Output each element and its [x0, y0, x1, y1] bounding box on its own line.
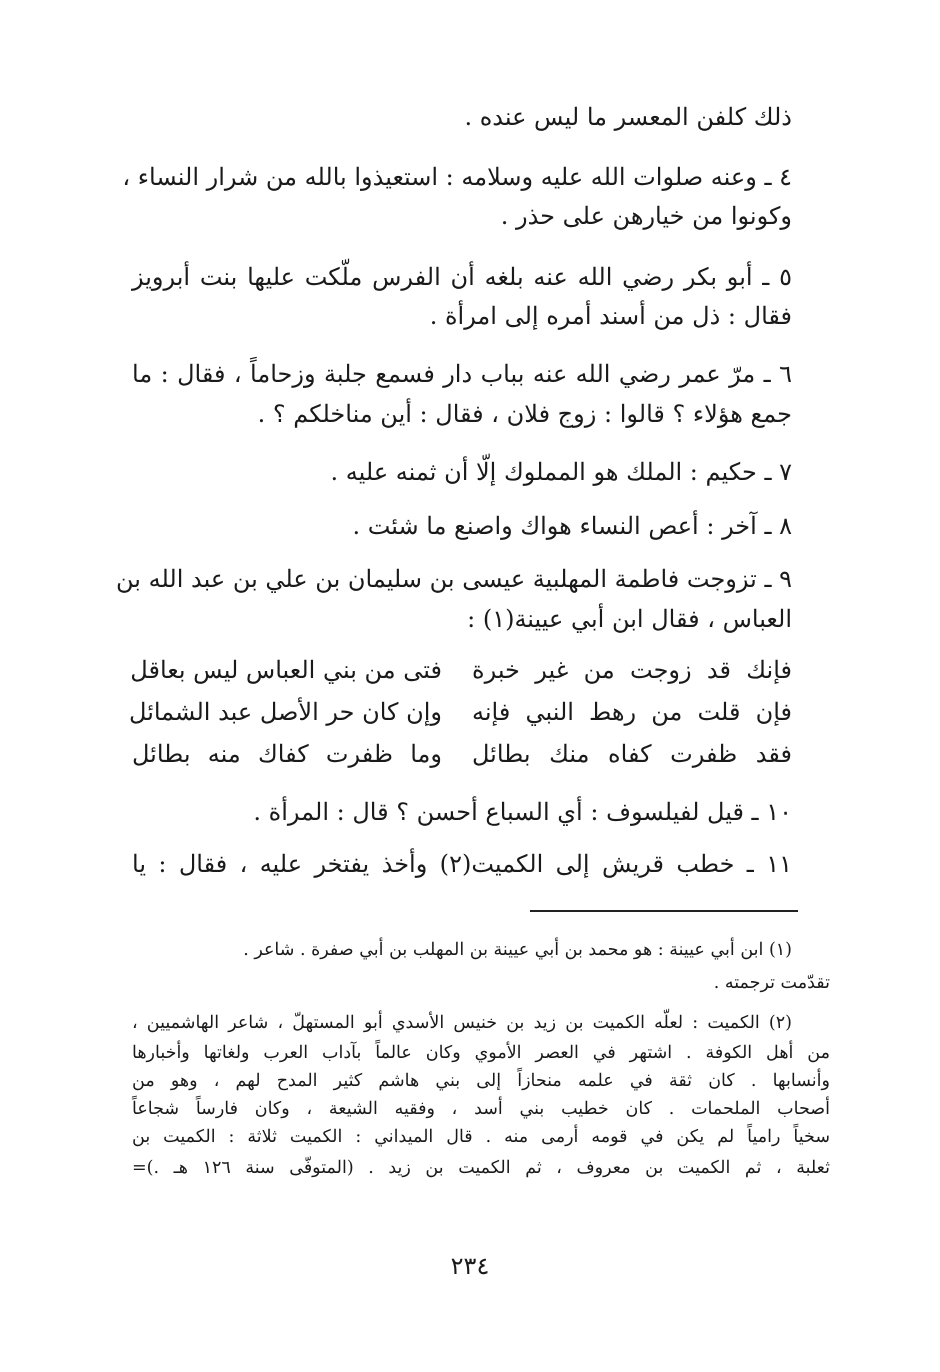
footnote-line: سخياً رامياً لم يكن في قومه أرمى منه . قال الميداني : الكميت ثلاثة : الكميت بن [132, 1127, 830, 1147]
footnote-line: (٢) الكميت : لعلّه الكميت بن زيد بن خنيس الأسدي أبو المستهلّ ، شاعر الهاشميين ، [132, 1013, 792, 1033]
verse-first-hemistich: فإن قلت من رهط النبي فإنه [472, 698, 792, 726]
verse [129, 698, 792, 732]
text-line: ٦ ـ مرّ عمر رضي الله عنه بباب دار فسمع جلبة وزحاماً ، فقال : ما [132, 360, 793, 388]
text-line: فقال : ذل من أسند أمره إلى امرأة . [429, 302, 792, 330]
text-line: ذلك كلفن المعسر ما ليس عنده . [464, 103, 792, 131]
footnote-line: من أهل الكوفة . اشتهر في العصر الأموي وكان عالماً بآداب العرب ولغاتها وأخبارها [132, 1043, 830, 1063]
text-line: العباس ، فقال ابن أبي عيينة(١) : [467, 605, 792, 633]
footnote-line: تقدّمت ترجمته . [713, 973, 830, 993]
verse-first-hemistich: فإنك قد زوجت من غير خبرة [472, 656, 792, 684]
text-line: ٧ ـ حكيم : الملك هو المملوك إلّا أن ثمنه عليه . [330, 458, 792, 486]
footnote-divider [530, 910, 798, 912]
text-line: ١١ ـ خطب قريش إلى الكميت(٢) وأخذ يفتخر عليه ، فقال : يا [132, 850, 792, 878]
text-line: ٨ ـ آخر : أعص النساء هواك واصنع ما شئت . [352, 512, 792, 540]
text-line: جمع هؤلاء ؟ قالوا : زوج فلان ، فقال : أين مناخلكم ؟ . [257, 400, 792, 428]
verse-second-hemistich: فتى من بني العباس ليس بعاقل [130, 656, 442, 684]
text-line: ١٠ ـ قيل لفيلسوف : أي السباع أحسن ؟ قال : المرأة . [253, 798, 792, 826]
text-line: ٩ ـ تزوجت فاطمة المهلبية عيسى بن سليمان بن علي بن عبد الله بن [116, 565, 792, 593]
footnote-line: ثعلبة ، ثم الكميت بن معروف ، ثم الكميت بن زيد . (المتوفّى سنة ١٢٦ هـ .)= [132, 1158, 830, 1178]
verse [132, 740, 792, 774]
footnote-line: (١) ابن أبي عيينة : هو محمد بن أبي عيينة بن المهلب بن أبي صفرة . شاعر . [243, 940, 792, 960]
text-line: ٥ ـ أبو بكر رضي الله عنه بلغه أن الفرس ملّكت عليها بنت أبرويز [132, 263, 792, 291]
verse-second-hemistich: وما ظفرت كفاك منه بطائل [132, 740, 442, 768]
page-number: ٢٣٤ [450, 1252, 490, 1280]
footnote-line: وأنسابها . كان ثقة في علمه منحازاً إلى بني هاشم كثير المدح لهم ، وهو من [132, 1071, 830, 1091]
verse [132, 656, 792, 690]
verse-first-hemistich: فقد ظفرت كفاه منك بطائل [472, 740, 792, 768]
text-line: ٤ ـ وعنه صلوات الله عليه وسلامه : استعيذوا بالله من شرار النساء ، [122, 163, 792, 191]
verse-second-hemistich: وإن كان حر الأصل عبد الشمائل [129, 698, 442, 726]
text-line: وكونوا من خيارهن على حذر . [500, 202, 792, 230]
footnote-line: أصحاب الملحمات . كان خطيب بني أسد ، وفقيه الشيعة ، وكان فارساً شجاعاً [132, 1099, 830, 1119]
